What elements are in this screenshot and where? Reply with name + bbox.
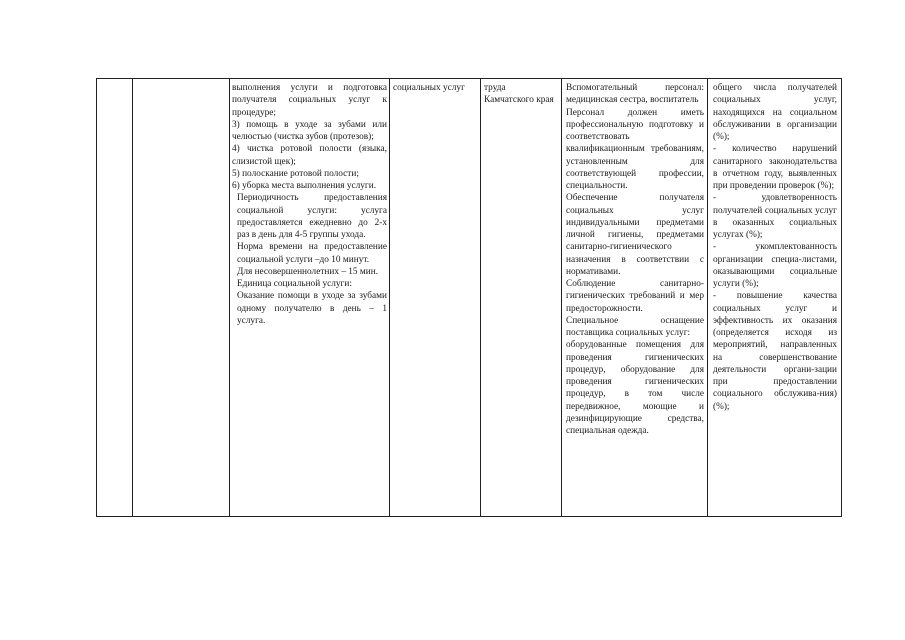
paragraph: 4) чистка ротовой полости (языка, слизистой щек); [232,144,387,167]
column-divider [132,78,133,517]
paragraph: Единица социальной услуги: [237,279,352,289]
provider-cell [393,82,483,94]
column-divider [707,78,708,517]
paragraph: Соблюдение санитарно-гигиенических требований и мер предосторожности. [566,279,704,314]
table-border-left [96,78,97,517]
paragraph: 3) помощь в уходе за зубами или челюстью (чистка зубов (протезов); [232,119,387,142]
paragraph: Периодичность предоставления социальной услуги: услуга предоставляется ежедневно до 2-х раз в день для 4-5 группы ухода. [237,193,387,240]
paragraph: Для несовершеннолетних – 15 мин. [237,266,379,277]
table-border-top [96,78,842,79]
table-border-right [841,78,842,517]
column-divider [561,78,562,517]
paragraph: Оказание помощи в уходе за зубами одному получателю в день – 1 услуга. [237,291,387,326]
paragraph: Специальное оснащение поставщика социальных услуг: [566,315,704,338]
paragraph: общего числа получателей социальных услуг, находящихся на социальном обслуживании в организации (%); [713,83,837,142]
paragraph: 6) уборка места выполнения услуги. [232,181,377,191]
paragraph: Персонал должен иметь профессиональную подготовку и соответствовать квалификационным требованиям, установленным для соответствующей профессии, специальности. [566,107,704,191]
paragraph: Вспомогательный персонал: медицинская сестра, воспитатель [566,83,704,106]
paragraph: - количество нарушений санитарного законодательства в отчетном году, выявленных при проведении проверок (%); [713,144,837,191]
table-border-bottom [96,516,842,517]
service-description-cell [232,82,387,327]
paragraph: - удовлетворенность получателей социальных услуг в оказанных социальных услугах (%); [713,193,837,240]
paragraph: 5) полоскание ротовой полости; [232,168,359,179]
column-divider [480,78,481,517]
paragraph: труда Камчатского края [484,83,554,106]
paragraph: - укомплектованность организации специа-листами, оказывающими социальные услуги (%); [713,242,837,289]
regulator-cell [484,82,554,107]
paragraph: Обеспечение получателя социальных услуг индивидуальными предметами личной гигиены, предметами санитарно-гигиенического назначения в соответствии с нормативами. [566,193,704,277]
quality-indicators-cell [713,82,837,413]
paragraph: оборудованные помещения для проведения гигиенических процедур, оборудование для проведения гигиенических процедур, в том числе передвижное, моющие и дезинфицирующие средства, специальная одежда. [566,340,704,436]
paragraph: Норма времени на предоставление социальной услуги –до 10 минут. [237,242,387,265]
standards-table [96,78,842,517]
conditions-cell [566,82,704,437]
paragraph: - повышение качества социальных услуг и эффективность их оказания (определяется исходя из мероприятий, направленных на совершенствование деятельности органи-зации при предоставлении социального обслужива-ния) (%); [713,291,837,412]
column-divider [229,78,230,517]
paragraph: выполнения услуги и подготовка получателя социальных услуг к процедуре; [232,83,387,118]
paragraph: социальных услуг [393,83,465,93]
column-divider [389,78,390,517]
